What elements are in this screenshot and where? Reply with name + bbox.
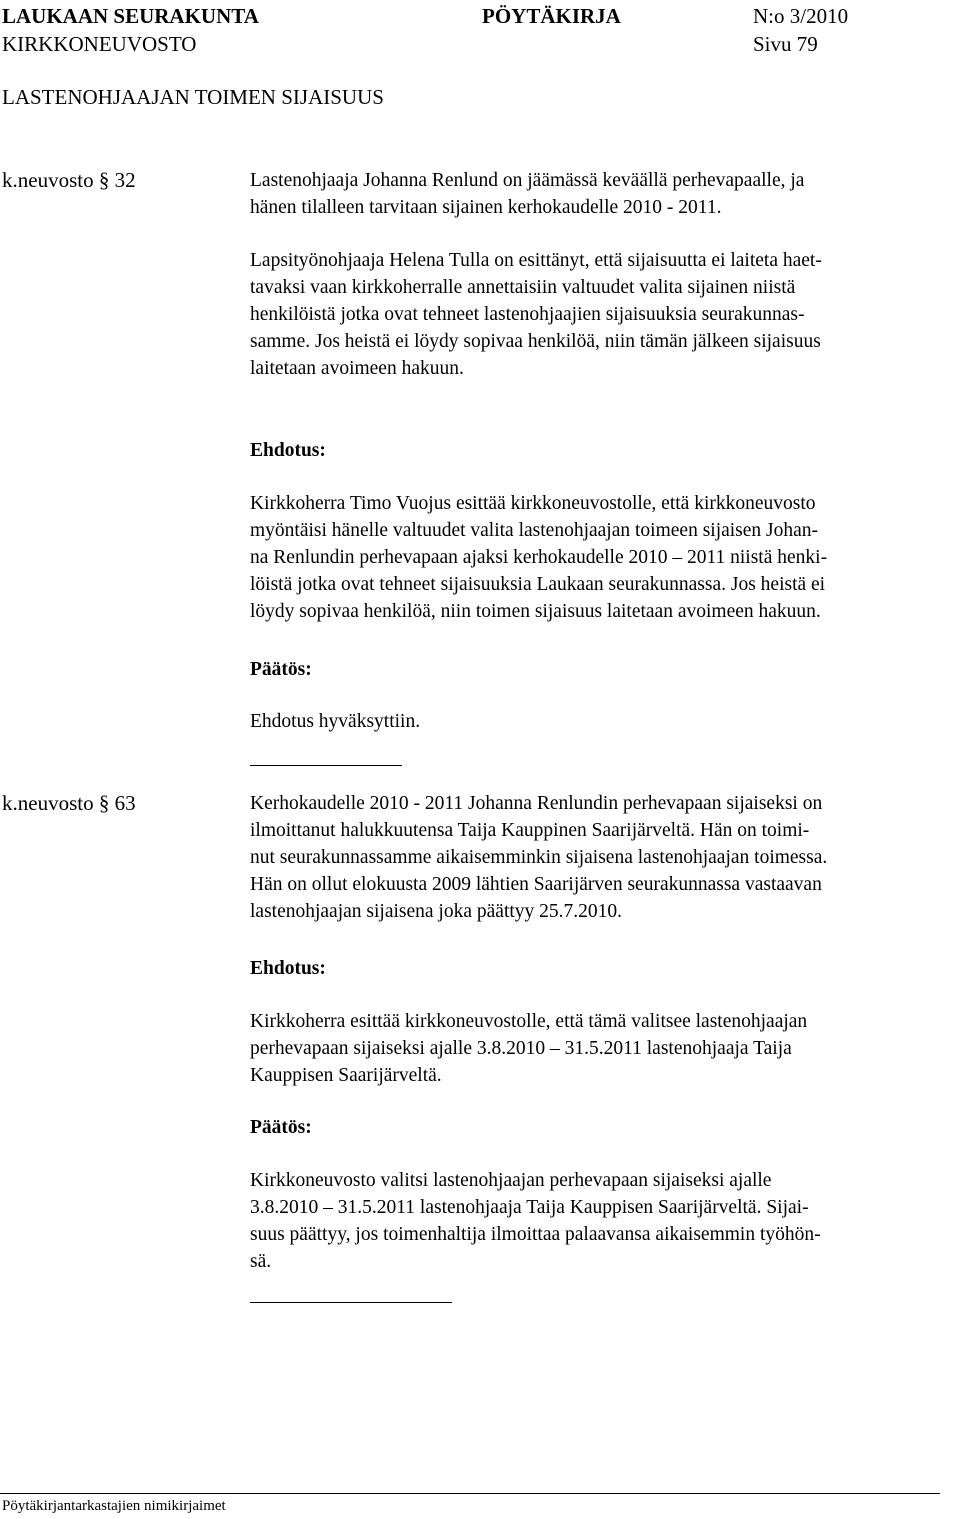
divider <box>250 1302 452 1303</box>
text-line: Lastenohjaaja Johanna Renlund on jäämässä keväällä perhevapaalle, ja <box>250 170 805 191</box>
text-line: 3.8.2010 – 31.5.2011 lastenohjaaja Taija Kauppisen Saarijärveltä. Sijai- <box>250 1197 809 1218</box>
footer-signatures-label: Pöytäkirjantarkastajien nimikirjaimet <box>2 1498 226 1514</box>
document-number: N:o 3/2010 <box>753 4 849 28</box>
text-line: Kerhokaudelle 2010 - 2011 Johanna Renlundin perhevapaan sijaiseksi on <box>250 793 823 814</box>
text-line: Hän on ollut elokuusta 2009 lähtien Saarijärven seurakunnassa vastaavan <box>250 874 822 895</box>
org-name: LAUKAAN SEURAKUNTA <box>2 4 259 28</box>
item-reference: k.neuvosto § 63 <box>2 791 136 815</box>
text-line: sä. <box>250 1251 272 1272</box>
governing-body: KIRKKONEUVOSTO <box>2 32 197 56</box>
document-type: PÖYTÄKIRJA <box>482 4 621 28</box>
text-line: Kauppisen Saarijärveltä. <box>250 1065 442 1086</box>
decision-label: Päätös: <box>250 1117 312 1138</box>
text-line: Ehdotus hyväksyttiin. <box>250 711 421 732</box>
text-line: lastenohjaajan sijaisena joka päättyy 25.7.2010. <box>250 901 623 922</box>
text-line: Lapsityönohjaaja Helena Tulla on esittänyt, että sijaisuutta ei laiteta haet- <box>250 250 822 271</box>
item-reference: k.neuvosto § 32 <box>2 168 136 192</box>
text-line: perhevapaan sijaiseksi ajalle 3.8.2010 – 31.5.2011 lastenohjaaja Taija <box>250 1038 792 1059</box>
text-line: löistä jotka ovat tehneet sijaisuuksia Laukaan seurakunnassa. Jos heistä ei <box>250 574 826 595</box>
item1-decision <box>250 708 420 735</box>
text-line: Kirkkoherra esittää kirkkoneuvostolle, että tämä valitsee lastenohjaajan <box>250 1011 808 1032</box>
proposal-label: Ehdotus: <box>250 958 326 979</box>
text-line: suus päättyy, jos toimenhaltija ilmoittaa palaavansa aikaisemmin työhön- <box>250 1224 821 1245</box>
text-line: myöntäisi hänelle valtuudet valita lastenohjaajan toimeen sijaisen Johan- <box>250 520 819 541</box>
footer-rule <box>0 1493 940 1494</box>
text-line: tavaksi vaan kirkkoherralle annettaisiin valtuudet valita sijainen niistä <box>250 277 796 298</box>
proposal-label: Ehdotus: <box>250 440 326 461</box>
item2-decision <box>250 1167 821 1275</box>
text-line: Kirkkoherra Timo Vuojus esittää kirkkoneuvostolle, että kirkkoneuvosto <box>250 493 816 514</box>
text-line: laitetaan avoimeen hakuun. <box>250 358 464 379</box>
item1-proposal <box>250 490 827 625</box>
decision-label: Päätös: <box>250 659 312 680</box>
section-title: LASTENOHJAAJAN TOIMEN SIJAISUUS <box>2 85 384 109</box>
divider <box>250 765 402 766</box>
text-line: henkilöistä jotka ovat tehneet lastenohjaajien sijaisuuksia seurakunnas- <box>250 304 805 325</box>
item1-description <box>250 247 822 382</box>
text-line: nut seurakunnassamme aikaisemminkin sijaisena lastenohjaajan toimessa. <box>250 847 828 868</box>
text-line: na Renlundin perhevapaan ajaksi kerhokaudelle 2010 – 2011 niistä henki- <box>250 547 828 568</box>
item2-intro <box>250 790 827 925</box>
text-line: löydy sopivaa henkilöä, niin toimen sijaisuus laitetaan avoimeen hakuun. <box>250 601 821 622</box>
page-number: Sivu 79 <box>753 32 818 56</box>
item1-intro <box>250 167 804 221</box>
item2-proposal <box>250 1008 807 1089</box>
text-line: ilmoittanut halukkuutensa Taija Kauppinen Saarijärveltä. Hän on toimi- <box>250 820 810 841</box>
text-line: hänen tilalleen tarvitaan sijainen kerhokaudelle 2010 - 2011. <box>250 197 722 218</box>
text-line: Kirkkoneuvosto valitsi lastenohjaajan perhevapaan sijaiseksi ajalle <box>250 1170 772 1191</box>
text-line: samme. Jos heistä ei löydy sopivaa henkilöä, niin tämän jälkeen sijaisuus <box>250 331 821 352</box>
